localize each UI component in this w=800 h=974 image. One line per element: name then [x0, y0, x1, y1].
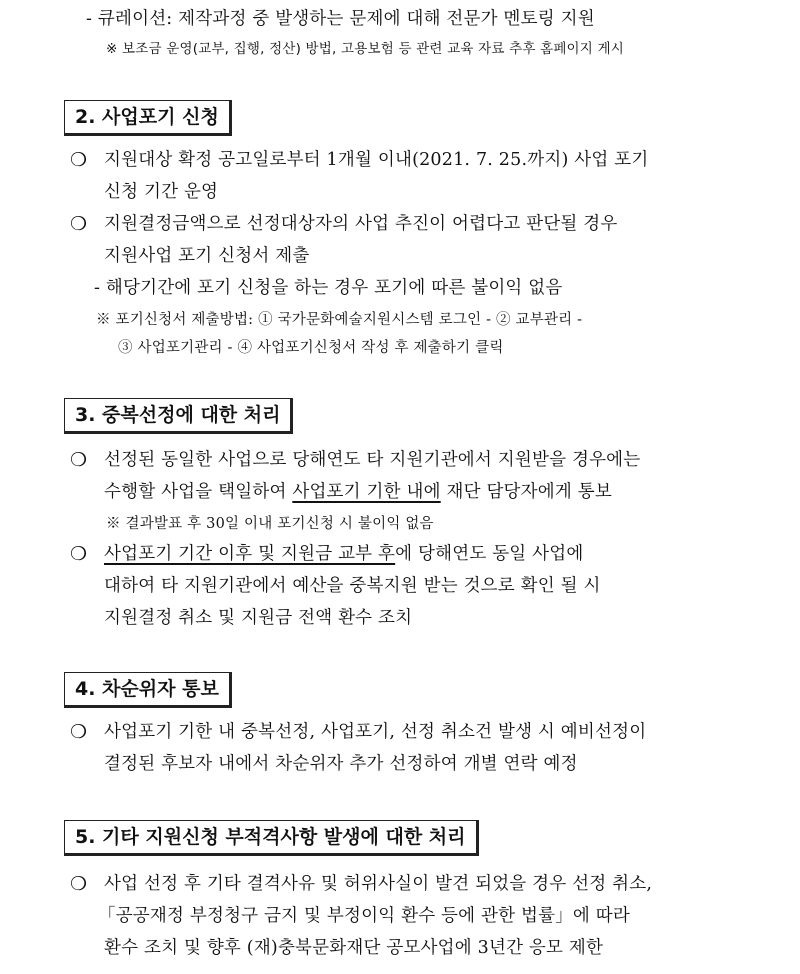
section-2-heading: 2. 사업포기 신청 [64, 100, 232, 136]
s3-bullet1-line2: 수행할 사업을 택일하여 사업포기 기한 내에 재단 담당자에게 통보 [104, 482, 612, 502]
section-3-heading: 3. 중복선정에 대한 처리 [64, 398, 293, 434]
education-note: ※ 보조금 운영(교부, 집행, 정산) 방법, 고용보험 등 관련 교육 자료 추후 홈페이지 게시 [106, 41, 625, 57]
underlined-phrase: 사업포기 기간 이후 및 지원금 교부 후 [104, 544, 396, 564]
s2-dash-line: - 해당기간에 포기 신청을 하는 경우 포기에 따른 불이익 없음 [94, 278, 563, 298]
section-5-heading: 5. 기타 지원신청 부적격사항 발생에 대한 처리 [64, 820, 479, 856]
s2-bullet2-line1: 지원결정금액으로 선정대상자의 사업 추진이 어렵다고 판단될 경우 [104, 214, 618, 234]
bullet-icon: ❍ [70, 449, 88, 471]
s5-bullet1-line3: 환수 조치 및 향후 (재)충북문화재단 공모사업에 3년간 응모 제한 [104, 938, 604, 958]
s2-bullet1-line2: 신청 기간 운영 [104, 182, 219, 202]
curation-line: - 큐레이션: 제작과정 중 발생하는 문제에 대해 전문가 멘토링 지원 [86, 9, 595, 29]
s4-bullet1-line1: 사업포기 기한 내 중복선정, 사업포기, 선정 취소건 발생 시 예비선정이 [104, 722, 647, 742]
s4-bullet1-line2: 결정된 후보자 내에서 차순위자 추가 선정하여 개별 연락 예정 [104, 754, 578, 774]
bullet-icon: ❍ [70, 543, 88, 565]
underlined-phrase: 사업포기 기한 내에 [292, 482, 441, 502]
s5-bullet1-line2: 「공공재정 부정청구 금지 및 부정이익 환수 등에 관한 법률」에 따라 [98, 906, 630, 926]
s3-bullet2-line3: 지원결정 취소 및 지원금 전액 환수 조치 [104, 608, 413, 628]
section-4-heading: 4. 차순위자 통보 [64, 672, 232, 708]
s3-bullet2-line2: 대하여 타 지원기관에서 예산을 중복지원 받는 것으로 확인 될 시 [104, 576, 601, 596]
s5-bullet1-line1: 사업 선정 후 기타 결격사유 및 허위사실이 발견 되었을 경우 선정 취소, [104, 874, 653, 894]
s3-note: ※ 결과발표 후 30일 이내 포기신청 시 불이익 없음 [106, 516, 434, 532]
s3-bullet2-line1: 사업포기 기간 이후 및 지원금 교부 후에 당해연도 동일 사업에 [104, 544, 584, 564]
bullet-icon: ❍ [70, 213, 88, 235]
bullet-icon: ❍ [70, 873, 88, 895]
bullet-icon: ❍ [70, 149, 88, 171]
bullet-icon: ❍ [70, 721, 88, 743]
s2-note-line2: ③ 사업포기관리 - ④ 사업포기신청서 작성 후 제출하기 클릭 [118, 340, 504, 356]
s2-note-line1: ※ 포기신청서 제출방법: ① 국가문화예술지원시스템 로그인 - ② 교부관리 - [96, 312, 583, 328]
s2-bullet1-line1: 지원대상 확정 공고일로부터 1개월 이내(2021. 7. 25.까지) 사업 포기 [104, 150, 649, 170]
s3-bullet1-line1: 선정된 동일한 사업으로 당해연도 타 지원기관에서 지원받을 경우에는 [104, 450, 641, 470]
s2-bullet2-line2: 지원사업 포기 신청서 제출 [104, 246, 310, 266]
